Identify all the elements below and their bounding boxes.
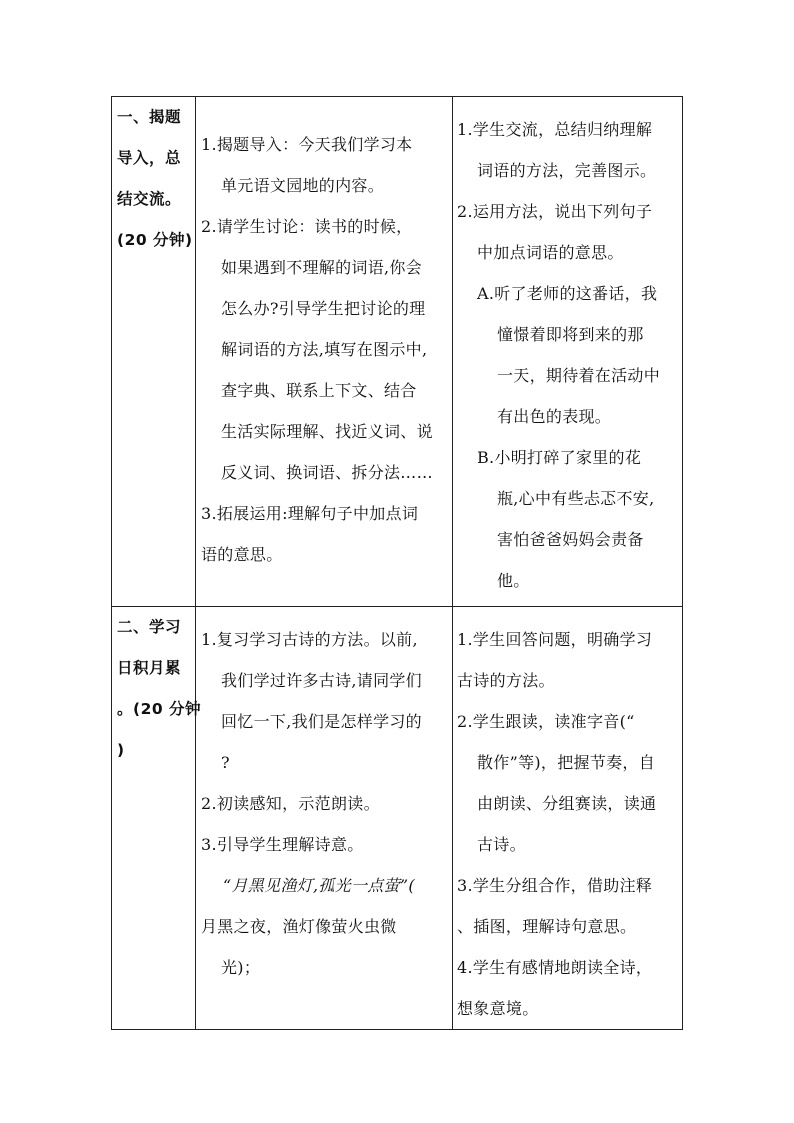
teacher-item-line: 2.请学生讨论：读书的时候，: [201, 217, 413, 236]
stage-title-line: 结交流。: [117, 190, 182, 208]
table-row: [112, 607, 683, 1030]
stage-cell: [112, 97, 196, 607]
student-activity-cell: [453, 97, 683, 607]
teacher-item-line: 反义词、换词语、拆分法……: [221, 463, 433, 482]
student-item-line: 4.学生有感情地朗读全诗，: [457, 958, 653, 977]
stage-duration: 。(20 分钟: [117, 700, 202, 718]
teacher-item-line: 3.拓展运用:理解句子中加点词: [201, 504, 419, 523]
teacher-item-line: 单元语文园地的内容。: [221, 176, 385, 195]
teacher-item-line: 解词语的方法,填写在图示中,: [221, 340, 428, 359]
teacher-item-line: 1.揭题导入：今天我们学习本: [201, 135, 413, 154]
stage-title-line: 导入，总: [117, 149, 182, 167]
teacher-item-line: 3.引导学生理解诗意。: [201, 835, 364, 854]
student-item-line: 瓶,心中有些忐忑不安,: [497, 489, 655, 508]
teacher-item-line: 查字典、联系上下文、结合: [221, 381, 417, 400]
poem-quote-line: 光)；: [221, 958, 261, 977]
student-item-line: 1.学生交流，总结归纳理解: [457, 120, 653, 139]
student-item-line: 想象意境。: [457, 999, 539, 1018]
student-item-line: 古诗的方法。: [457, 671, 555, 690]
student-item-line: 有出色的表现。: [497, 407, 612, 426]
student-item-line: 2.运用方法，说出下列句子: [457, 202, 653, 221]
lesson-plan-table: [111, 96, 683, 1030]
stage-title-line: 一、揭题: [117, 108, 182, 126]
table-row: [112, 97, 683, 607]
stage-duration: (20 分钟): [117, 231, 193, 249]
teacher-item-line: 语的意思。: [201, 545, 283, 564]
student-item-line: 1.学生回答问题，明确学习: [457, 630, 653, 649]
student-item-line: 憧憬着即将到来的那: [497, 325, 644, 344]
student-activity-cell: [453, 607, 683, 1030]
student-item-line: 他。: [497, 571, 530, 590]
student-item-line: 由朗读、分组赛读，读通: [477, 794, 657, 813]
teacher-item-line: 生活实际理解、找近义词、说: [221, 422, 433, 441]
student-item-line: 2.学生跟读，读准字音(“: [457, 712, 635, 731]
student-item-line: 、插图，理解诗句意思。: [457, 917, 637, 936]
student-item-line: 中加点词语的意思。: [477, 243, 624, 262]
teacher-item-line: 我们学过许多古诗,请同学们: [221, 671, 422, 690]
student-item-line: 词语的方法，完善图示。: [477, 161, 657, 180]
student-item-line: A.听了老师的这番话，我: [477, 284, 658, 303]
stage-cell: [112, 607, 202, 1030]
student-item-line: 害怕爸爸妈妈会责备: [497, 530, 644, 549]
teacher-item-line: 2.初读感知，示范朗读。: [201, 794, 380, 813]
student-item-line: 散作”等)，把握节奏，自: [477, 753, 656, 772]
teacher-item-line: 怎么办?引导学生把讨论的理: [221, 299, 426, 318]
teacher-item-line: 回忆一下,我们是怎样学习的: [221, 712, 422, 731]
poem-quote-line: “月黑见渔灯,孤光一点萤”(: [223, 876, 415, 895]
teacher-activity-cell: [196, 97, 453, 607]
student-item-line: 3.学生分组合作，借助注释: [457, 876, 653, 895]
teacher-item-line: 如果遇到不理解的词语,你会: [221, 258, 422, 277]
stage-duration: ): [117, 741, 125, 759]
student-item-line: 一天，期待着在活动中: [497, 366, 661, 385]
student-item-line: B.小明打碎了家里的花: [477, 448, 642, 467]
poem-quote-line: 月黑之夜，渔灯像萤火虫微: [201, 917, 397, 936]
stage-title-line: 二、学习: [117, 618, 182, 636]
stage-title-line: 日积月累: [117, 659, 182, 677]
student-item-line: 古诗。: [477, 835, 526, 854]
teacher-item-line: ?: [221, 753, 230, 772]
teacher-item-line: 1.复习学习古诗的方法。以前,: [201, 630, 418, 649]
teacher-activity-cell: [196, 607, 453, 1030]
